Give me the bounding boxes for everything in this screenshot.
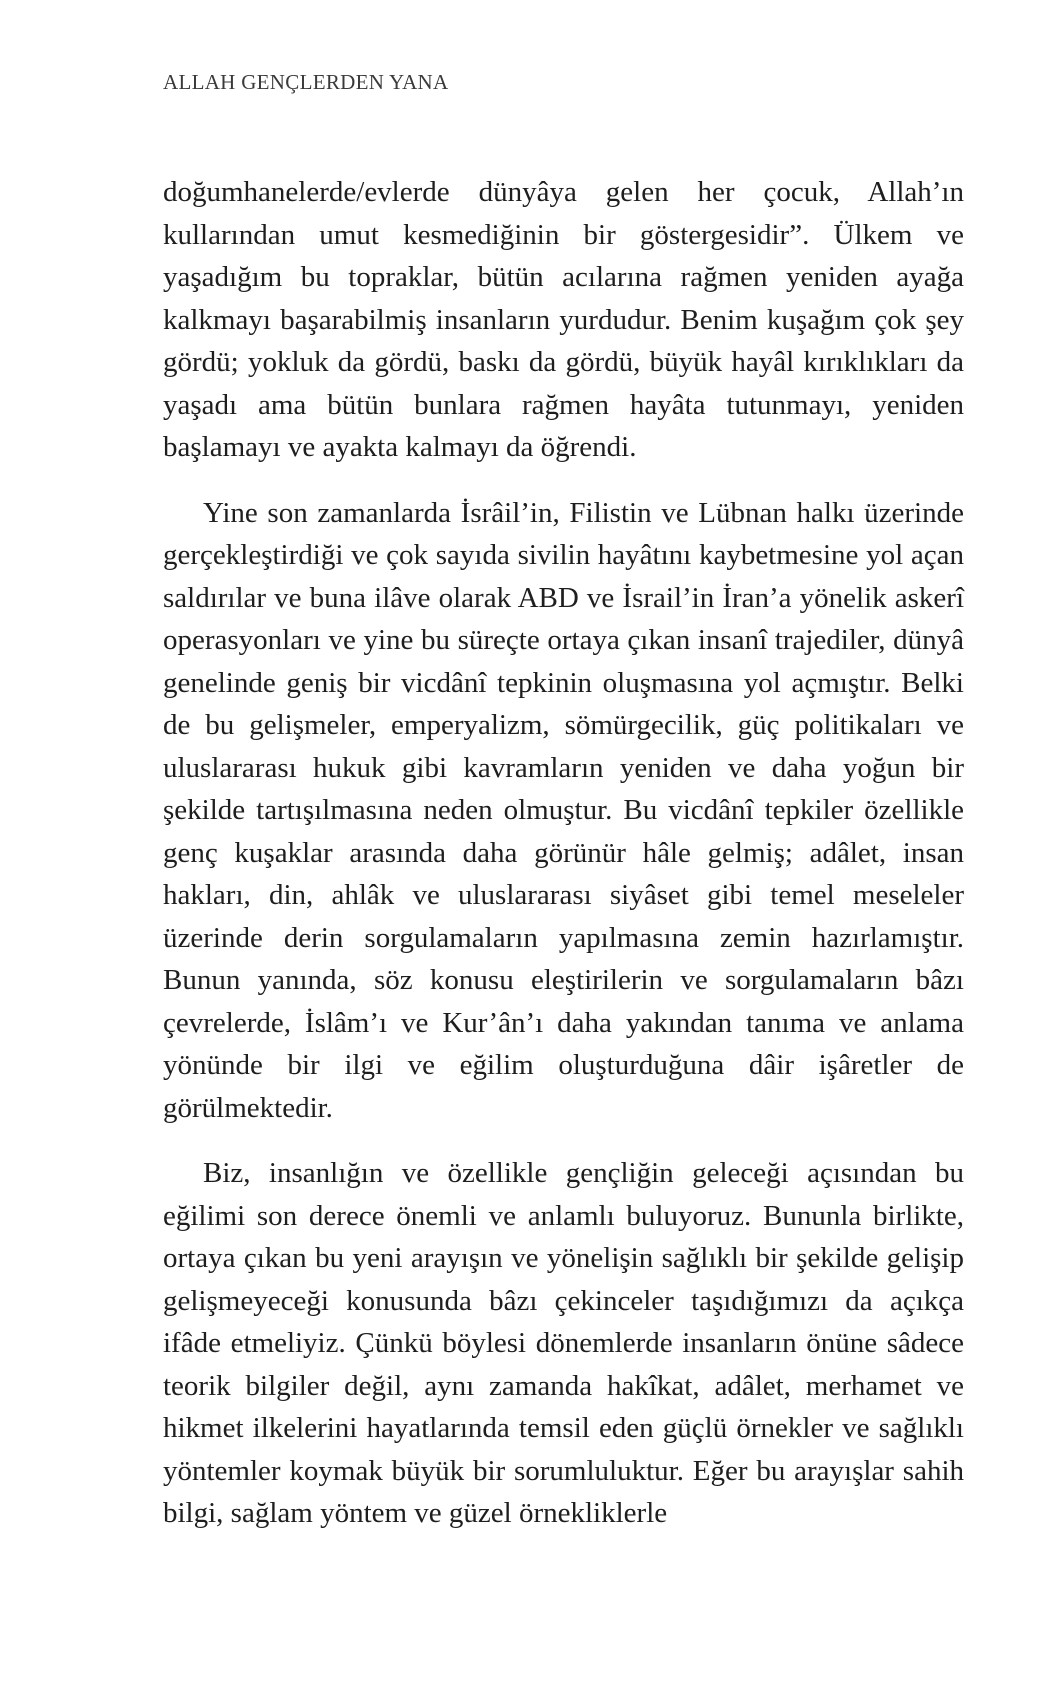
paragraph-israel-attacks: Yine son zamanlarda İsrâil’in, Filistin ve Lübnan halkı üzerinde gerçekleştirdiği ve çok sayıda sivilin hayâtını kaybetmesine yol açan saldırılar ve buna ilâve olarak ABD ve İsrail’in İran’a yönelik askerî operasyonları ve yine bu süreçte ortaya çıkan insanî trajediler, dünyâ genelinde geniş bir vicdânî tepkinin oluşmasına yol açmıştır. Belki de bu gelişmeler, emperyalizm, sömürgecilik, güç politikaları ve uluslararası hukuk gibi kavramların yeniden ve daha yoğun bir şekilde tartışılmasına neden olmuştur. Bu vicdânî tepkiler özellikle genç kuşaklar arasında daha görünür hâle gelmiş; adâlet, insan hakları, din, ahlâk ve uluslararası siyâset gibi temel meseleler üzerinde derin sorgulamaların yapılmasına zemin hazırlamıştır. Bunun yanında, söz konusu eleştirilerin ve sorgulamaların bâzı çevrelerde, İslâm’ı ve Kur’ân’ı daha yakından tanıma ve anlama yönünde bir ilgi ve eğilim oluşturduğuna dâir işâretler de görülmektedir. — [163, 496, 964, 1124]
body-text — [163, 171, 964, 1535]
paragraph-continuation: doğumhanelerde/evlerde dünyâya gelen her çocuk, Allah’ın kullarından umut kesmediğinin bir göstergesidir”. Ülkem ve yaşadığım bu topraklar, bütün acılarına rağmen yeniden ayağa kalkmayı başarabilmiş insanların yurdudur. Benim kuşağım çok şey gördü; yokluk da gördü, baskı da gördü, büyük hayâl kırıklıkları da yaşadı ama bütün bunlara rağmen hayâta tutunmayı, yeniden başlamayı ve ayakta kalmayı da öğrendi. — [163, 176, 964, 463]
running-header: ALLAH GENÇLERDEN YANA — [163, 70, 449, 94]
paragraph-youth-tendency: Biz, insanlığın ve özellikle gençliğin geleceği açısından bu eğilimi son derece önemli ve anlamlı buluyoruz. Bununla birlikte, ortaya çıkan bu yeni arayışın ve yönelişin sağlıklı bir şekilde gelişip gelişmeyeceği konusunda bâzı çekinceler taşıdığımızı da açıkça ifâde etmeliyiz. Çünkü böylesi dönemlerde insanların önüne sâdece teorik bilgiler değil, aynı zamanda hakîkat, adâlet, merhamet ve hikmet ilkelerini hayatlarında temsil eden güçlü örnekler ve sağlıklı yöntemler koymak büyük bir sorumluluktur. Eğer bu arayışlar sahih bilgi, sağlam yöntem ve güzel örnekliklerle — [163, 1157, 964, 1529]
